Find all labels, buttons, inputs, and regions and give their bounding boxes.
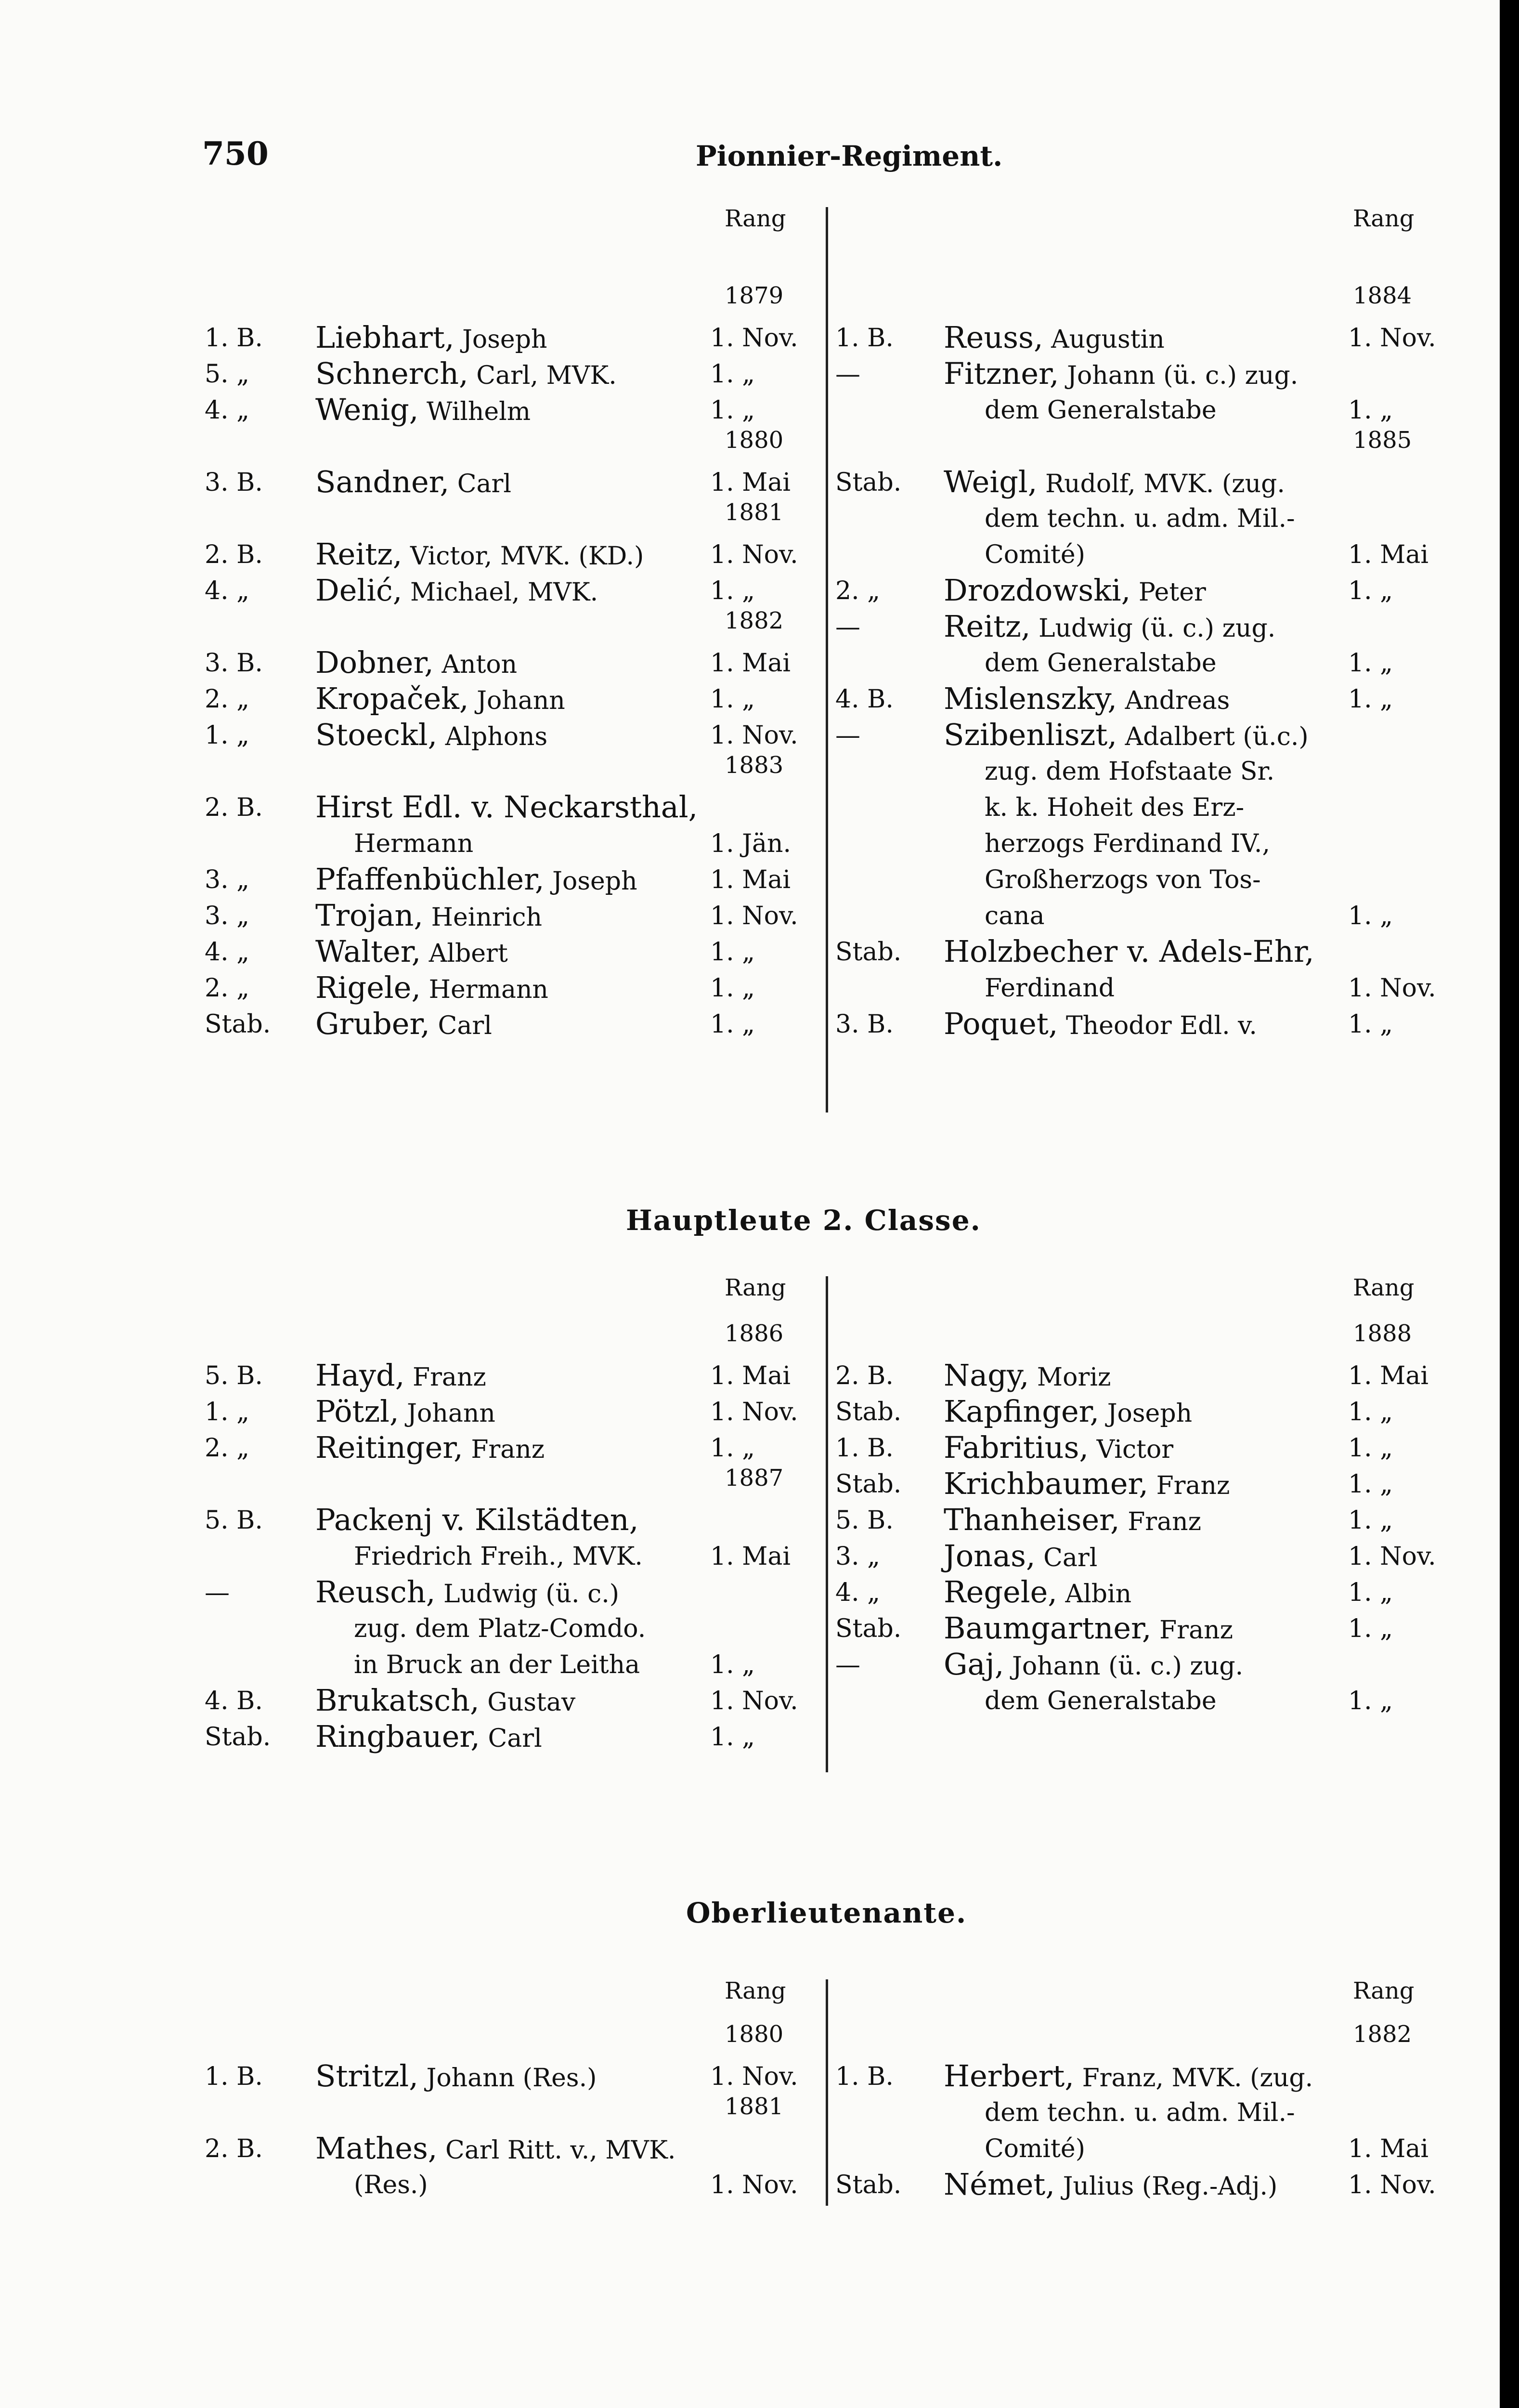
column-divider	[826, 207, 828, 1112]
scan-edge	[1500, 0, 1519, 2408]
battalion-label: 1. „	[205, 721, 250, 750]
officer-given-name: Carl Ritt. v., MVK.	[437, 2136, 676, 2165]
rang-year: 1888	[1353, 1320, 1412, 1347]
officer-surname: Mislenszky, Andreas	[944, 681, 1230, 716]
officer-given-name: Carl	[449, 470, 512, 498]
entry-continuation: zug. dem Hofstaate Sr.	[985, 757, 1275, 786]
officer-given-name: Joseph	[454, 325, 547, 354]
rank-date: 1. „	[710, 576, 755, 605]
battalion-label: 4. „	[205, 396, 250, 425]
rank-date: 1. Mai	[710, 1361, 791, 1390]
entry-continuation: Comité)	[985, 540, 1085, 569]
officer-surname: Német, Julius (Reg.-Adj.)	[944, 2167, 1278, 2202]
officer-surname: Pfaffenbüchler, Joseph	[315, 862, 637, 897]
officer-surname: Jonas, Carl	[944, 1538, 1098, 1573]
officer-surname: Thanheiser, Franz	[944, 1502, 1202, 1537]
battalion-label: 4. „	[205, 576, 250, 605]
officer-given-name: Franz	[1119, 1507, 1202, 1536]
officer-given-name: Johann (ü. c.) zug.	[1059, 361, 1298, 390]
officer-given-name: Julius (Reg.-Adj.)	[1055, 2172, 1278, 2201]
officer-surname: Gaj, Johann (ü. c.) zug.	[944, 1647, 1244, 1682]
officer-surname: Brukatsch, Gustav	[315, 1683, 576, 1718]
officer-given-name: Gustav	[479, 1688, 576, 1717]
rank-date: 1. „	[1348, 1687, 1393, 1715]
officer-surname: Reusch, Ludwig (ü. c.)	[315, 1574, 620, 1610]
battalion-label: 1. „	[205, 1398, 250, 1426]
battalion-label: 2. „	[205, 1434, 250, 1463]
battalion-label: 2. B.	[205, 2134, 263, 2163]
running-title: Pionnier-Regiment.	[696, 140, 1003, 172]
entry-continuation: herzogs Ferdinand IV.,	[985, 829, 1270, 858]
officer-given-name: Albert	[421, 939, 508, 968]
officer-given-name: Michael, MVK.	[402, 578, 598, 607]
officer-given-name: Carl, MVK.	[468, 361, 617, 390]
officer-surname: Kapfinger, Joseph	[944, 1394, 1193, 1429]
rang-year: 1887	[725, 1465, 784, 1492]
officer-given-name: Carl	[1035, 1544, 1098, 1572]
rang-year: 1885	[1353, 427, 1412, 454]
rank-date: 1. „	[1348, 396, 1393, 425]
officer-surname: Kropaček, Johann	[315, 681, 565, 716]
officer-surname: Drozdowski, Peter	[944, 573, 1206, 608]
section-heading-oberlieutenante: Oberlieutenante.	[686, 1897, 967, 1929]
officer-surname: Delić, Michael, MVK.	[315, 573, 598, 608]
rang-year: 1879	[725, 282, 784, 309]
officer-given-name: Johann	[399, 1399, 495, 1428]
officer-surname: Herbert, Franz, MVK. (zug.	[944, 2058, 1313, 2094]
entry-continuation: k. k. Hoheit des Erz-	[985, 793, 1245, 822]
rank-date: 1. Nov.	[710, 721, 798, 750]
rank-date: 1. Nov.	[710, 2062, 798, 2091]
battalion-label: 1. B.	[205, 2062, 263, 2091]
officer-surname: Dobner, Anton	[315, 645, 518, 680]
rank-date: 1. „	[710, 685, 755, 714]
rank-date: 1. Nov.	[710, 2171, 798, 2199]
battalion-label: Stab.	[835, 1614, 902, 1643]
battalion-label: 3. B.	[205, 468, 263, 497]
rank-date: 1. „	[1348, 649, 1393, 678]
officer-given-name: Carl	[430, 1011, 492, 1040]
rank-date: 1. „	[1348, 576, 1393, 605]
rank-date: 1. „	[1348, 902, 1393, 930]
column-divider	[826, 1276, 828, 1772]
officer-surname: Schnerch, Carl, MVK.	[315, 356, 617, 391]
battalion-label: 2. B.	[205, 793, 263, 822]
rank-date: 1. „	[1348, 1010, 1393, 1039]
rang-header: Rang	[1353, 1274, 1415, 1301]
entry-continuation: Friedrich Freih., MVK.	[354, 1542, 643, 1571]
officer-surname: Hirst Edl. v. Neckarsthal,	[315, 789, 698, 824]
rank-date: 1. Mai	[710, 649, 791, 678]
entry-continuation: dem techn. u. adm. Mil.-	[985, 2098, 1295, 2127]
officer-given-name: Heinrich	[423, 903, 543, 932]
rang-year: 1886	[725, 1320, 784, 1347]
officer-surname: Packenj v. Kilstädten,	[315, 1502, 639, 1537]
battalion-label: —	[835, 613, 860, 641]
rank-date: 1. Mai	[1348, 1361, 1429, 1390]
rank-date: 1. Nov.	[710, 324, 798, 353]
section-heading-hauptleute-2: Hauptleute 2. Classe.	[626, 1204, 981, 1237]
battalion-label: 5. B.	[835, 1506, 894, 1535]
officer-given-name: Anton	[433, 650, 518, 679]
battalion-label: 2. B.	[835, 1361, 894, 1390]
officer-surname: Krichbaumer, Franz	[944, 1466, 1230, 1501]
officer-given-name: Hermann	[421, 975, 548, 1004]
officer-given-name: Joseph	[1099, 1399, 1193, 1428]
battalion-label: Stab.	[835, 2171, 902, 2199]
rank-date: 1. Nov.	[1348, 974, 1436, 1003]
rang-header: Rang	[725, 1977, 786, 2004]
officer-given-name: Carl	[480, 1724, 542, 1753]
officer-surname: Trojan, Heinrich	[315, 898, 543, 933]
officer-surname: Stritzl, Johann (Res.)	[315, 2058, 597, 2094]
officer-given-name: Albin	[1057, 1580, 1132, 1609]
battalion-label: 3. „	[205, 865, 250, 894]
officer-given-name: Adalbert (ü.c.)	[1117, 722, 1309, 751]
rank-date: 1. „	[1348, 1434, 1393, 1463]
battalion-label: 2. „	[835, 576, 881, 605]
rank-date: 1. „	[1348, 1614, 1393, 1643]
officer-surname: Szibenliszt, Adalbert (ü.c.)	[944, 717, 1309, 752]
rank-date: 1. „	[1348, 1578, 1393, 1607]
officer-surname: Nagy, Moriz	[944, 1358, 1111, 1393]
battalion-label: Stab.	[835, 938, 902, 967]
column-divider	[826, 1979, 828, 2206]
rank-date: 1. „	[710, 360, 755, 389]
officer-surname: Walter, Albert	[315, 934, 508, 969]
rank-date: 1. Nov.	[710, 902, 798, 930]
officer-given-name: Ludwig (ü. c.)	[435, 1580, 620, 1609]
officer-given-name: Franz	[404, 1363, 486, 1392]
entry-continuation: dem techn. u. adm. Mil.-	[985, 504, 1295, 533]
officer-given-name: Moriz	[1029, 1363, 1111, 1392]
officer-surname: Poquet, Theodor Edl. v.	[944, 1006, 1257, 1041]
entry-continuation: Großherzogs von Tos-	[985, 865, 1261, 894]
battalion-label: 2. B.	[205, 540, 263, 569]
officer-surname: Fitzner, Johann (ü. c.) zug.	[944, 356, 1298, 391]
battalion-label: —	[835, 1650, 860, 1679]
entry-continuation: (Res.)	[354, 2171, 428, 2199]
rank-date: 1. Nov.	[710, 540, 798, 569]
officer-given-name: Theodor Edl. v.	[1058, 1011, 1257, 1040]
rang-year: 1884	[1353, 282, 1412, 309]
rang-year: 1880	[725, 2021, 784, 2048]
battalion-label: 4. „	[835, 1578, 881, 1607]
rank-date: 1. „	[710, 1434, 755, 1463]
officer-given-name: Franz	[1151, 1616, 1233, 1645]
rang-year: 1880	[725, 427, 784, 454]
officer-surname: Reitz, Ludwig (ü. c.) zug.	[944, 609, 1276, 644]
rank-date: 1. Mai	[710, 1542, 791, 1571]
entry-continuation: dem Generalstabe	[985, 1687, 1217, 1715]
battalion-label: —	[835, 721, 860, 750]
officer-surname: Sandner, Carl	[315, 464, 512, 499]
rank-date: 1. Nov.	[1348, 324, 1436, 353]
officer-surname: Gruber, Carl	[315, 1006, 492, 1041]
entry-continuation: zug. dem Platz-Comdo.	[354, 1614, 646, 1643]
officer-given-name: Ludwig (ü. c.) zug.	[1030, 614, 1276, 643]
officer-given-name: Rudolf, MVK. (zug.	[1037, 470, 1285, 498]
officer-given-name: Victor, MVK. (KD.)	[402, 542, 644, 571]
battalion-label: 1. B.	[835, 1434, 894, 1463]
officer-surname: Rigele, Hermann	[315, 970, 548, 1005]
battalion-label: 1. B.	[835, 2062, 894, 2091]
rank-date: 1. „	[710, 1650, 755, 1679]
entry-continuation: Comité)	[985, 2134, 1085, 2163]
rang-year: 1882	[1353, 2021, 1412, 2048]
rank-date: 1. Jän.	[710, 829, 792, 858]
entry-continuation: Ferdinand	[985, 974, 1115, 1003]
battalion-label: Stab.	[205, 1010, 271, 1039]
page-number: 750	[202, 135, 269, 172]
officer-surname: Fabritius, Victor	[944, 1430, 1174, 1465]
officer-surname: Holzbecher v. Adels-Ehr,	[944, 934, 1314, 969]
officer-surname: Pötzl, Johann	[315, 1394, 495, 1429]
battalion-label: 5. B.	[205, 1361, 263, 1390]
battalion-label: Stab.	[205, 1723, 271, 1752]
battalion-label: 3. B.	[205, 649, 263, 678]
rang-header: Rang	[725, 205, 786, 232]
officer-surname: Baumgartner, Franz	[944, 1610, 1233, 1646]
rank-date: 1. Nov.	[710, 1687, 798, 1715]
rank-date: 1. Nov.	[1348, 1542, 1436, 1571]
officer-given-name: Johann	[468, 686, 565, 715]
officer-given-name: Peter	[1130, 578, 1206, 607]
officer-surname: Liebhart, Joseph	[315, 320, 547, 355]
officer-given-name: Andreas	[1117, 686, 1230, 715]
officer-surname: Wenig, Wilhelm	[315, 392, 531, 427]
rang-year: 1881	[725, 499, 784, 526]
rang-header: Rang	[725, 1274, 786, 1301]
entry-continuation: cana	[985, 902, 1045, 930]
officer-given-name: Johann (ü. c.) zug.	[1004, 1652, 1244, 1681]
rang-year: 1883	[725, 752, 784, 779]
battalion-label: 4. B.	[835, 685, 894, 714]
battalion-label: Stab.	[835, 1470, 902, 1499]
rang-header: Rang	[1353, 1977, 1415, 2004]
battalion-label: 1. B.	[205, 324, 263, 353]
entry-continuation: in Bruck an der Leitha	[354, 1650, 640, 1679]
rank-date: 1. „	[710, 1010, 755, 1039]
rank-date: 1. Nov.	[710, 1398, 798, 1426]
battalion-label: 4. B.	[205, 1687, 263, 1715]
rank-date: 1. Nov.	[1348, 2171, 1436, 2199]
officer-surname: Mathes, Carl Ritt. v., MVK.	[315, 2131, 676, 2166]
battalion-label: 3. „	[205, 902, 250, 930]
officer-given-name: Franz	[1148, 1471, 1230, 1500]
rank-date: 1. „	[710, 396, 755, 425]
rang-year: 1882	[725, 607, 784, 634]
battalion-label: 2. „	[205, 685, 250, 714]
battalion-label: —	[835, 360, 860, 389]
battalion-label: Stab.	[835, 1398, 902, 1426]
officer-surname: Ringbauer, Carl	[315, 1719, 542, 1754]
battalion-label: 1. B.	[835, 324, 894, 353]
entry-continuation: dem Generalstabe	[985, 649, 1217, 678]
officer-surname: Reitz, Victor, MVK. (KD.)	[315, 537, 644, 572]
officer-surname: Weigl, Rudolf, MVK. (zug.	[944, 464, 1285, 499]
rang-year: 1881	[725, 2093, 784, 2120]
officer-surname: Stoeckl, Alphons	[315, 717, 548, 752]
rank-date: 1. „	[1348, 1506, 1393, 1535]
battalion-label: 4. „	[205, 938, 250, 967]
officer-given-name: Alphons	[437, 722, 548, 751]
rank-date: 1. Mai	[1348, 2134, 1429, 2163]
officer-surname: Hayd, Franz	[315, 1358, 486, 1393]
rank-date: 1. Mai	[710, 468, 791, 497]
rank-date: 1. „	[1348, 685, 1393, 714]
rang-header: Rang	[1353, 205, 1415, 232]
officer-given-name: Victor	[1089, 1435, 1174, 1464]
battalion-label: 3. „	[835, 1542, 881, 1571]
officer-given-name: Augustin	[1043, 325, 1165, 354]
officer-given-name: Franz	[463, 1435, 545, 1464]
battalion-label: 5. B.	[205, 1506, 263, 1535]
battalion-label: 3. B.	[835, 1010, 894, 1039]
rank-date: 1. „	[710, 938, 755, 967]
rank-date: 1. Mai	[1348, 540, 1429, 569]
officer-given-name: Joseph	[544, 867, 637, 896]
battalion-label: —	[205, 1578, 230, 1607]
rank-date: 1. „	[1348, 1398, 1393, 1426]
officer-surname: Reitinger, Franz	[315, 1430, 545, 1465]
rank-date: 1. Mai	[710, 865, 791, 894]
entry-continuation: Hermann	[354, 829, 474, 858]
officer-given-name: Johann (Res.)	[418, 2064, 597, 2093]
rank-date: 1. „	[710, 974, 755, 1003]
rank-date: 1. „	[710, 1723, 755, 1752]
officer-given-name: Franz, MVK. (zug.	[1074, 2064, 1313, 2093]
officer-given-name: Wilhelm	[418, 397, 531, 426]
battalion-label: Stab.	[835, 468, 902, 497]
officer-surname: Regele, Albin	[944, 1574, 1132, 1610]
battalion-label: 2. „	[205, 974, 250, 1003]
officer-surname: Reuss, Augustin	[944, 320, 1165, 355]
battalion-label: 5. „	[205, 360, 250, 389]
entry-continuation: dem Generalstabe	[985, 396, 1217, 425]
rank-date: 1. „	[1348, 1470, 1393, 1499]
